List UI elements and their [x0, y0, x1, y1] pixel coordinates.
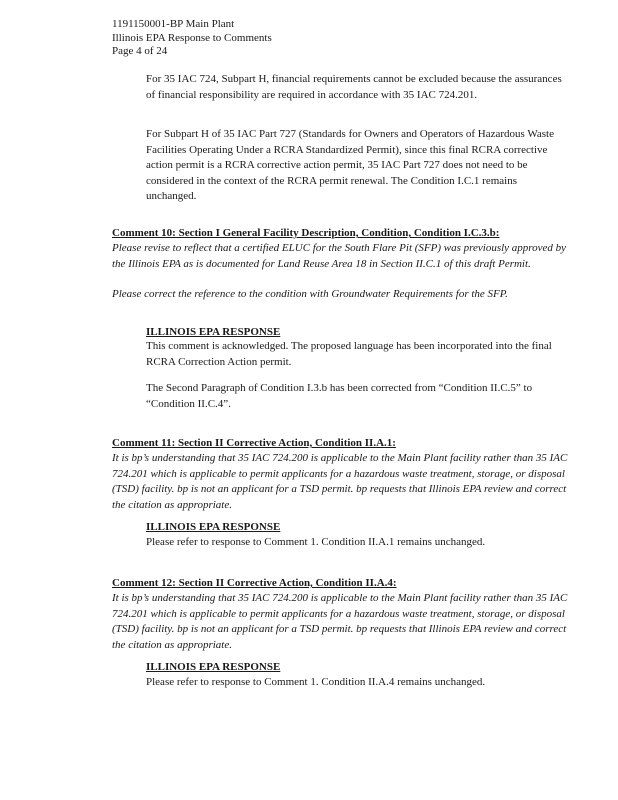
page-header [112, 18, 272, 59]
intro-paragraph-2: For Subpart H of 35 IAC Part 727 (Standards for Owners and Operators of Hazardous Waste Facilities Operating Under a RCRA Standardized Permit), since this final RCRA corrective action permit is a RCRA corrective action permit, 35 IAC Part 727 does not need to be considered in the context of the RCRA permit renewal. The Condition I.C.1 remains unchanged. [146, 128, 554, 202]
comment-11-body: It is bp’s understanding that 35 IAC 724.200 is applicable to the Main Plant facility rather than 35 IAC 724.201 which is applicable to permit applicants for a hazardous waste treatment, storage, or disposal (TSD) facility. bp is not an applicant for a TSD permit. bp requests that Illinois EPA review and correct the citation as appropriate. [112, 452, 568, 511]
comment-10-response-2: The Second Paragraph of Condition I.3.b has been corrected from “Condition II.C.5” to “Condition II.C.4”. [146, 382, 533, 410]
comment-11-heading: Comment 11: Section II Corrective Action, Condition II.A.1: [112, 437, 396, 449]
comment-10-body: Please revise to reflect that a certified ELUC for the South Flare Pit (SFP) was previously approved by the Illinois EPA as is documented for Land Reuse Area 18 in Section II.C.1 of this draft Permit. [112, 242, 567, 270]
header-page-number: Page 4 of 24 [112, 45, 168, 57]
comment-11-response-title: ILLINOIS EPA RESPONSE [146, 521, 281, 533]
comment-10-response: This comment is acknowledged. The proposed language has been incorporated into the final RCRA Correction Action permit. [146, 340, 552, 368]
comment-10-heading: Comment 10: Section I General Facility Description, Condition, Condition I.C.3.b: [112, 227, 500, 239]
header-facility-id: 1191150001-BP Main Plant [112, 18, 235, 30]
comment-12-heading: Comment 12: Section II Corrective Action, Condition II.A.4: [112, 577, 397, 589]
comment-12-body: It is bp’s understanding that 35 IAC 724.200 is applicable to the Main Plant facility rather than 35 IAC 724.201 which is applicable to permit applicants for a hazardous waste treatment, storage, or disposal (TSD) facility. bp is not an applicant for a TSD permit. bp requests that Illinois EPA review and correct the citation as appropriate. [112, 592, 568, 651]
header-document-title: Illinois EPA Response to Comments [112, 31, 272, 44]
intro-paragraph-1: For 35 IAC 724, Subpart H, financial requirements cannot be excluded because the assurances of financial responsibility are required in accordance with 35 IAC 724.201. [146, 73, 562, 101]
comment-10-body-2: Please correct the reference to the condition with Groundwater Requirements for the SFP. [112, 288, 508, 300]
comment-10-response-title: ILLINOIS EPA RESPONSE [146, 326, 281, 338]
comment-12-response-title: ILLINOIS EPA RESPONSE [146, 661, 281, 673]
comment-12-response: Please refer to response to Comment 1. Condition II.A.4 remains unchanged. [146, 676, 486, 688]
comment-11-response: Please refer to response to Comment 1. Condition II.A.1 remains unchanged. [146, 536, 486, 548]
